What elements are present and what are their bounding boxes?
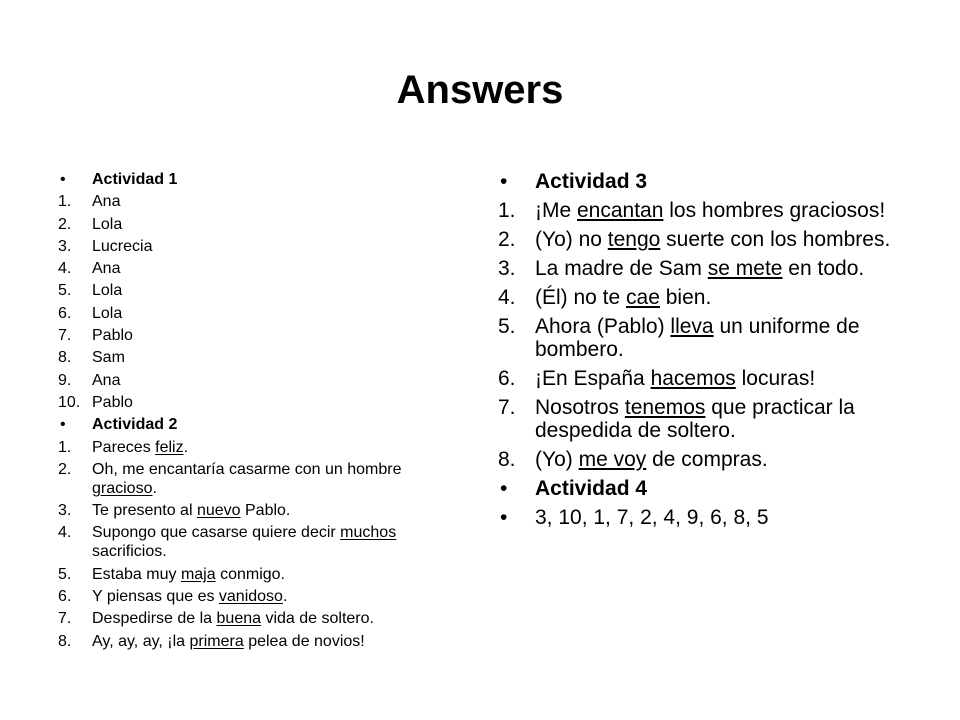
sentence-after: pelea de novios! [243,632,365,650]
item-text [92,460,458,498]
answer-word: vanidoso [218,588,283,606]
answer-word: muchos [340,524,397,542]
list-item [58,192,458,211]
list-item [58,565,458,584]
list-item [58,523,458,561]
item-text: Ana [92,193,121,211]
sentence-after: conmigo. [215,565,285,583]
list-item [58,609,458,628]
bullet-marker: • [60,171,66,188]
bullet-marker: • [60,416,66,434]
list-item [498,448,908,471]
answer-word: lleva [670,315,714,338]
item-number: 1. [498,199,516,222]
sentence-before: Despedirse de la [92,610,217,628]
item-number: 4. [498,286,516,309]
item-number: 5. [498,315,516,338]
answer-word: maja [180,565,216,583]
sentence-after: sacrificios. [92,543,167,561]
list-item [58,215,458,234]
item-text: Lola [92,282,123,300]
sentence-before: Supongo que casarse quiere decir [92,524,341,542]
item-number: 1. [58,193,72,211]
sentence-before: Estaba muy [92,565,181,583]
list-item [498,228,908,251]
sentence-after: en todo. [782,257,865,280]
list-item [498,315,908,361]
item-text: Ana [92,371,121,389]
actividad1-list [58,192,458,412]
actividad4-heading-row [498,477,908,500]
item-number: 7. [58,610,72,628]
item-number: 9. [58,371,72,389]
item-text [92,438,458,457]
actividad1-heading-row [58,170,458,189]
sentence-after: . [183,438,189,456]
sentence-after: locuras! [735,367,816,390]
answer-word: gracioso [92,479,153,497]
actividad3-heading-row [498,170,908,193]
item-number: 5. [58,282,72,300]
actividad2-list [58,438,458,651]
right-column [498,170,908,535]
item-text [92,609,458,628]
sentence-before: Ay, ay, ay, ¡la [92,632,190,650]
bullet-marker: • [500,170,508,193]
item-text [535,448,908,471]
answer-word: hacemos [650,367,736,390]
list-item [58,460,458,498]
sentence-before: (Yo) [535,448,579,471]
sentence-after: vida de soltero. [261,610,374,628]
item-number: 8. [498,448,516,471]
answer-word: tengo [607,228,661,251]
item-number: 5. [58,565,72,583]
answer-word: me voy [578,448,647,471]
actividad2-heading-row [58,415,458,434]
sentence-after: . [282,588,288,606]
list-item [58,259,458,278]
item-text [92,523,458,561]
answer-word: primera [189,632,244,650]
item-text: Lola [92,215,123,233]
list-item [58,348,458,367]
actividad2-heading: Actividad 2 [92,416,178,434]
item-text [535,199,908,222]
item-text: Pablo [92,327,133,345]
sentence-before: ¡En España [535,367,651,390]
item-number: 7. [58,327,72,345]
item-text: Lucrecia [92,237,153,255]
actividad4-heading: Actividad 4 [535,477,648,500]
left-column [58,170,458,654]
item-number: 3. [58,237,72,255]
item-text [92,632,458,651]
sentence-before: Te presento al [92,502,197,520]
item-number: 6. [498,367,516,390]
item-number: 6. [58,304,72,322]
item-number: 10. [58,393,81,411]
list-item [498,367,908,390]
bullet-marker: • [500,506,508,529]
item-number: 8. [58,349,72,367]
item-number: 4. [58,524,72,542]
list-item [58,438,458,457]
page-title: Answers [396,68,564,112]
item-text [535,228,908,251]
sentence-after: de compras. [646,448,768,471]
sentence-before: Pareces [92,438,156,456]
sentence-before: (Él) no te [535,286,627,309]
answer-word: cae [626,286,660,309]
sentence-after: . [152,479,157,497]
item-text [535,286,908,309]
item-number: 2. [498,228,516,251]
list-item [58,281,458,300]
item-text: Sam [92,349,125,367]
item-text [92,565,458,584]
item-text [535,257,908,280]
list-item [58,393,458,412]
sentence-before: Ahora (Pablo) [535,315,671,338]
list-item [58,371,458,390]
sentence-before: (Yo) no [535,228,608,251]
sentence-after: bien. [659,286,712,309]
bullet-marker: • [500,477,508,500]
item-number: 6. [58,588,72,606]
list-item [58,237,458,256]
answer-word: se mete [707,257,783,280]
item-number: 1. [58,438,72,456]
item-number: 4. [58,260,72,278]
item-text [92,501,458,520]
sentence-after: que practicar la despedida de soltero. [535,396,855,442]
actividad4-answer-row [498,506,908,529]
answer-word: encantan [577,199,664,222]
sentence-after: los hombres graciosos! [663,199,886,222]
answer-word: buena [216,610,262,628]
sentence-before: Oh, me encantaría casarme con un hombre [92,460,402,478]
answer-word: tenemos [624,396,706,419]
item-text [92,587,458,606]
item-text [535,367,908,390]
list-item [58,632,458,651]
item-number: 7. [498,396,516,419]
list-item [498,257,908,280]
item-number: 2. [58,460,72,478]
list-item [498,286,908,309]
sentence-before: Y piensas que es [92,588,219,606]
item-number: 3. [498,257,516,280]
sentence-after: Pablo. [240,502,291,520]
answer-word: feliz [155,438,184,456]
answer-word: nuevo [196,502,241,520]
actividad4-answer: 3, 10, 1, 7, 2, 4, 9, 6, 8, 5 [535,506,769,529]
list-item [58,501,458,520]
sentence-before: ¡Me [535,199,577,222]
list-item [498,199,908,222]
actividad3-list [498,199,908,471]
list-item [58,304,458,323]
item-text: Pablo [92,393,133,411]
item-text: Ana [92,260,121,278]
sentence-before: Nosotros [535,396,625,419]
item-number: 2. [58,215,72,233]
list-item [498,396,908,442]
sentence-after: suerte con los hombres. [660,228,891,251]
item-text [535,396,908,442]
item-text: Lola [92,304,123,322]
actividad3-heading: Actividad 3 [535,170,648,193]
item-number: 8. [58,632,72,650]
list-item [58,587,458,606]
item-number: 3. [58,502,72,520]
list-item [58,326,458,345]
item-text [535,315,908,361]
actividad1-heading: Actividad 1 [92,171,178,188]
sentence-before: La madre de Sam [535,257,708,280]
sentence-after: un uniforme de bombero. [535,315,860,361]
